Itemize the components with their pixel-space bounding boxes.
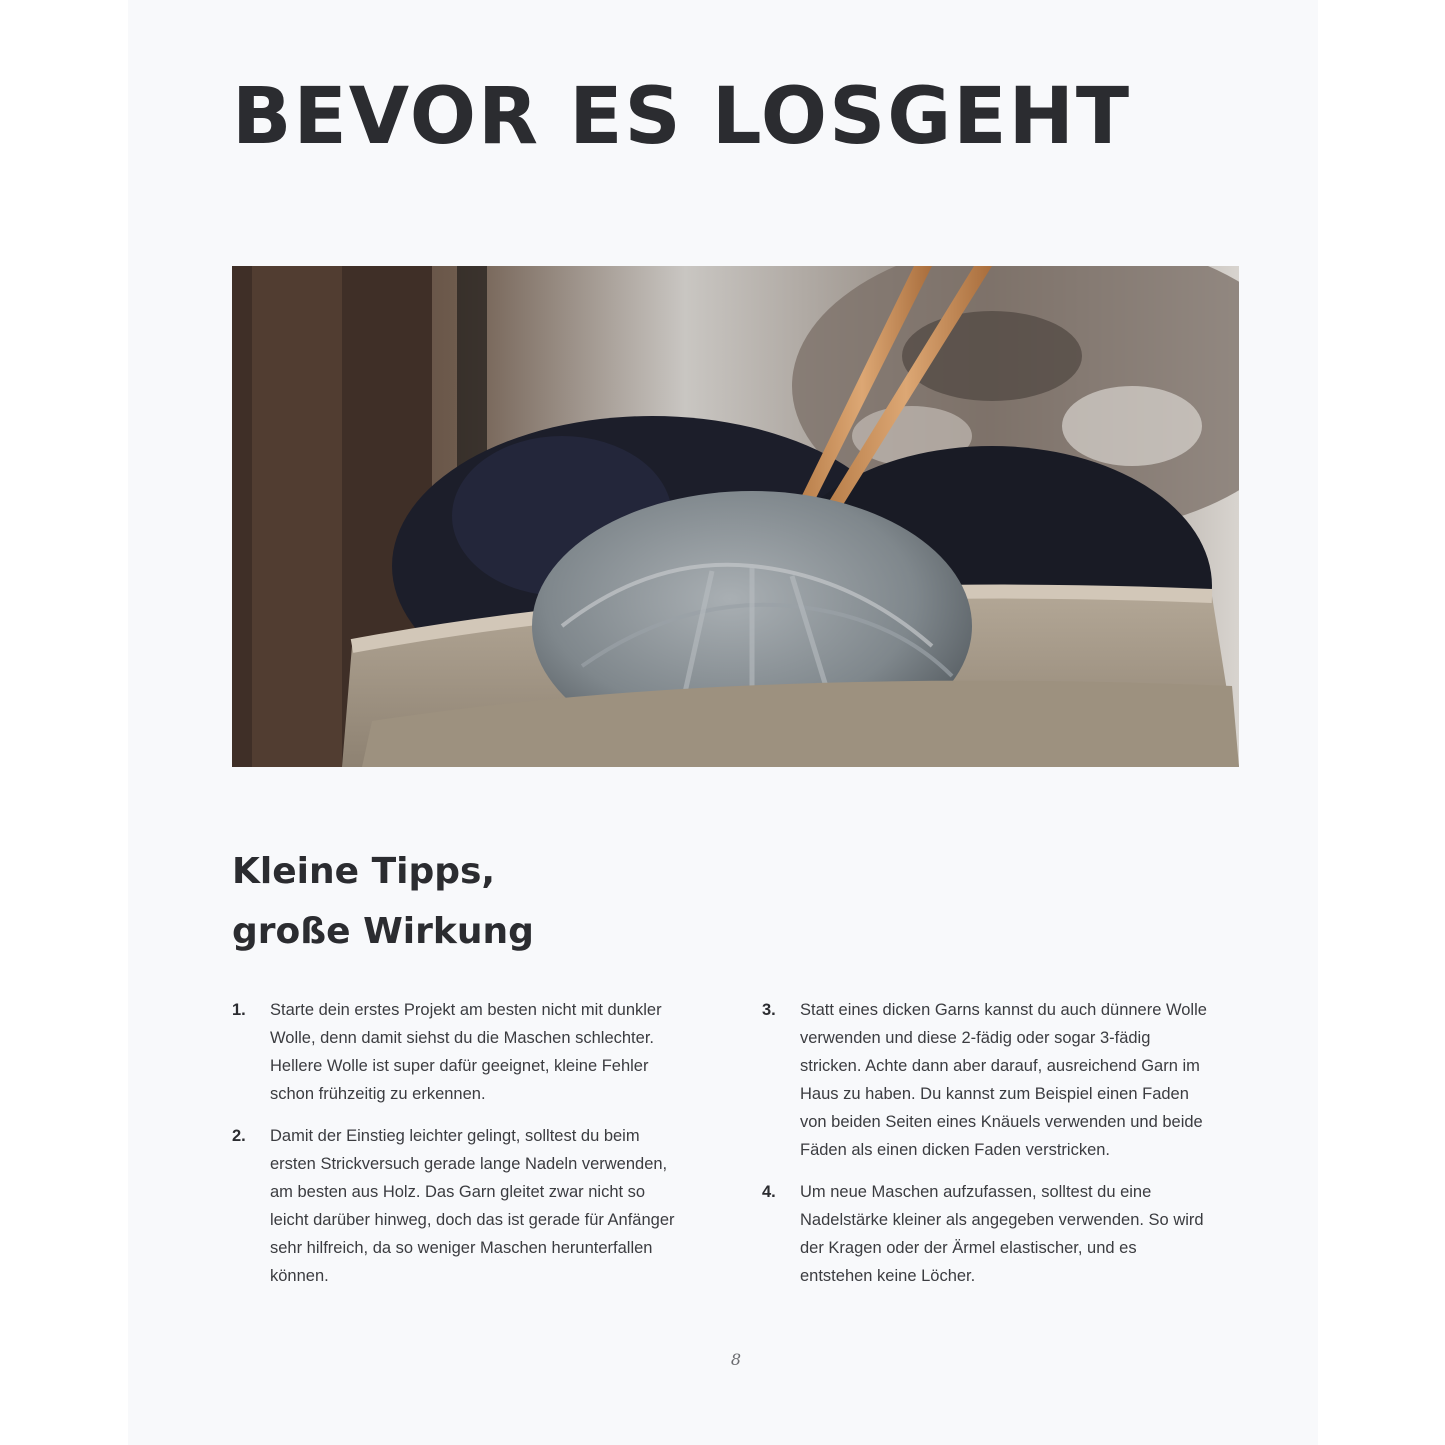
tip-number: 1. [232,1001,246,1019]
tip-item [762,996,1212,1164]
tip-text: Starte dein erstes Projekt am besten nicht mit dunkler Wolle, denn damit siehst du die Maschen schlechter. Hellere Wolle ist super dafür geeignet, kleine Fehler schon frühzeitig zu erkennen. [270,1001,662,1103]
tips-column-right [762,996,1212,1304]
section-heading-line-1: Kleine Tipps, [232,851,496,892]
section-heading-line-2: große Wirkung [232,911,534,952]
tip-number: 4. [762,1183,776,1201]
tip-number: 3. [762,1001,776,1019]
tip-item [232,1122,682,1290]
tip-text: Um neue Maschen aufzufassen, solltest du eine Nadelstärke kleiner als angegeben verwenden. So wird der Kragen oder der Ärmel elastischer, und es entstehen keine Löcher. [800,1183,1204,1285]
page-number: 8 [730,1350,742,1369]
tip-text: Damit der Einstieg leichter gelingt, solltest du beim ersten Strickversuch gerade lange Nadeln verwenden, am besten aus Holz. Das Garn gleitet zwar nicht so leicht darüber hinweg, doch das ist gerade für Anfänger sehr hilfreich, da so weniger Maschen herunterfallen können. [270,1127,675,1285]
tip-item [232,996,682,1108]
section-heading [232,842,534,962]
tip-item [762,1178,1212,1290]
yarn-basket-photo [232,266,1239,767]
page-title: BEVOR ES LOSGEHT [232,72,1132,162]
tip-number: 2. [232,1127,246,1145]
tips-column-left [232,996,682,1304]
tip-text: Statt eines dicken Garns kannst du auch dünnere Wolle verwenden und diese 2-fädig oder sogar 3-fädig stricken. Achte dann aber darauf, ausreichend Garn im Haus zu haben. Du kannst zum Beispiel einen Faden von beiden Seiten eines Knäuels verwenden und beide Fäden als einen dicken Faden verstricken. [800,1001,1207,1159]
